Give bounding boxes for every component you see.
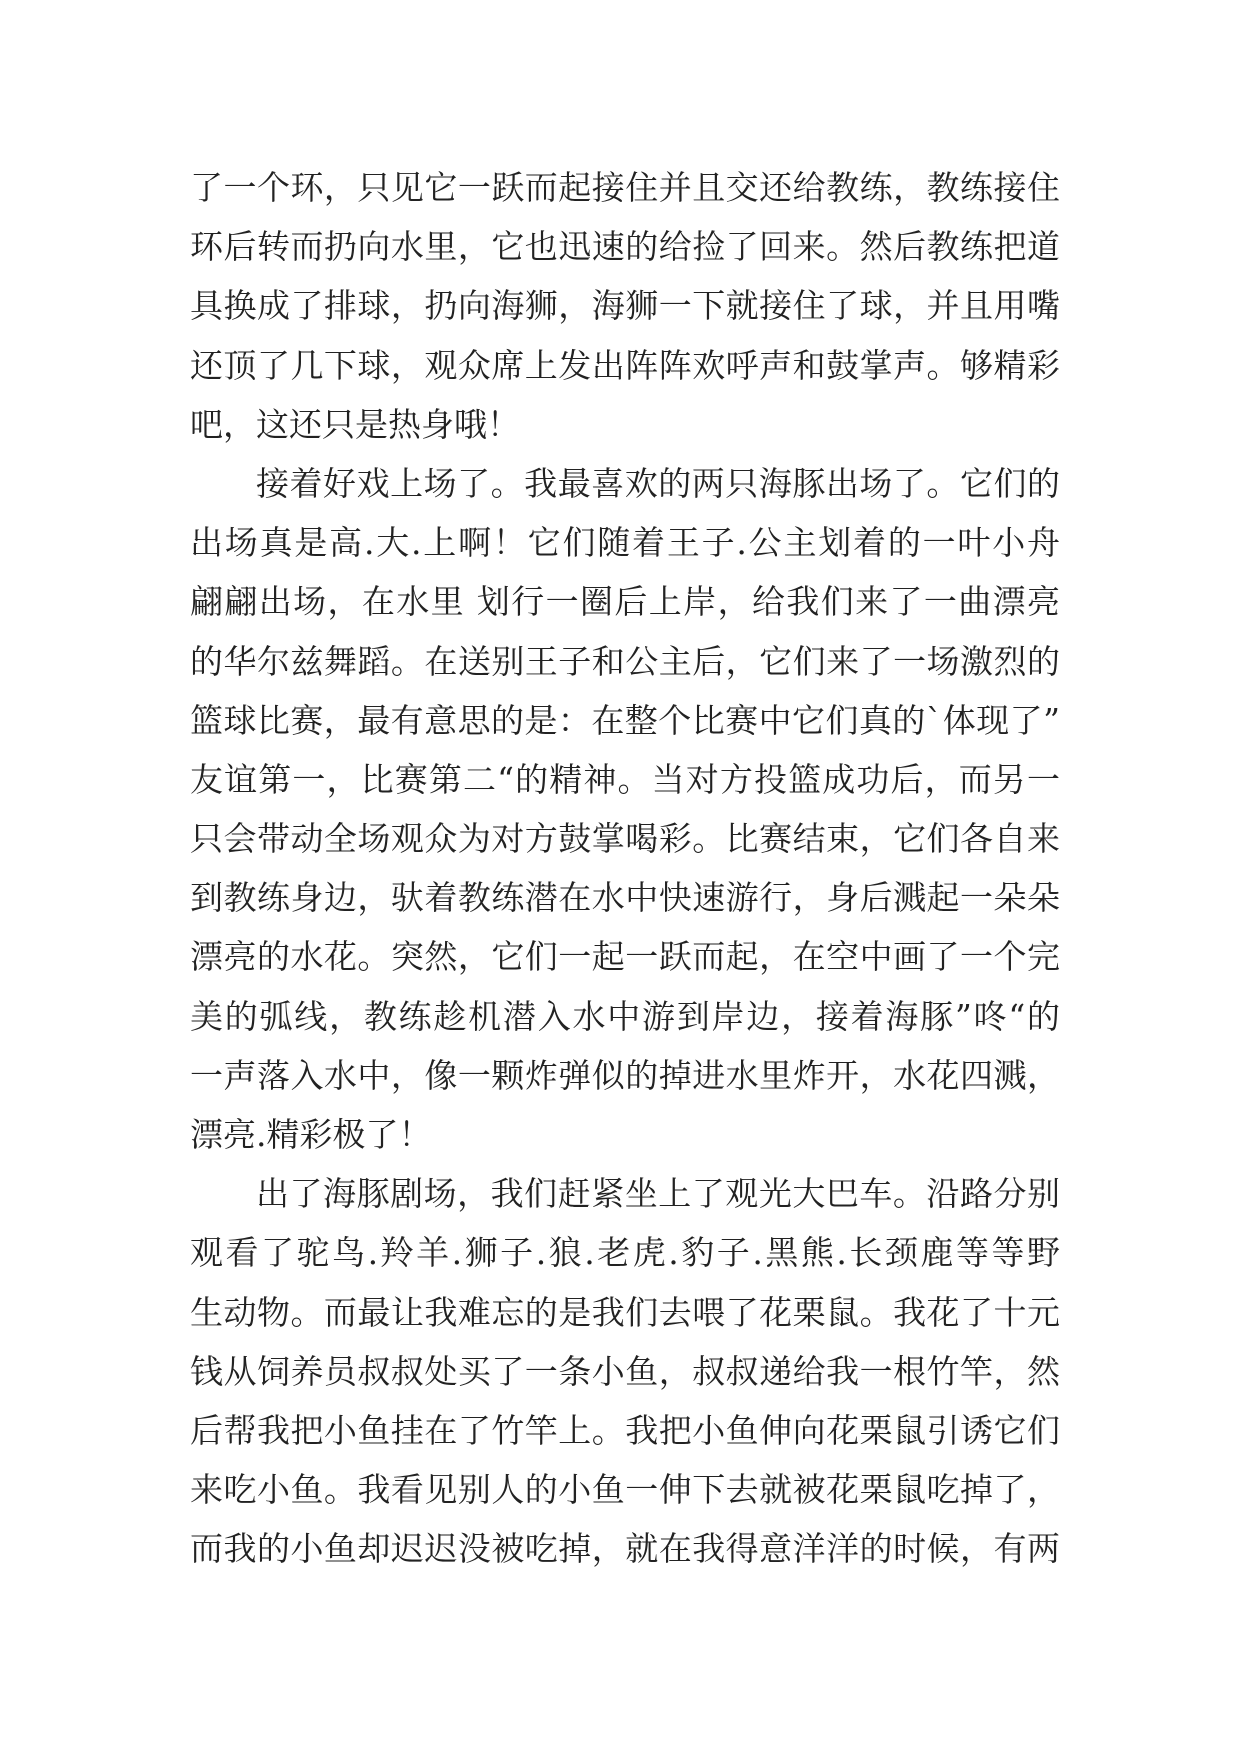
text-line: 了一个环，只见它一跃而起接住并且交还给教练，教练接住: [190, 168, 1060, 207]
text-line: 观看了驼鸟.羚羊.狮子.狼.老虎.豹子.黑熊.长颈鹿等等野: [190, 1233, 1060, 1273]
body-text: [190, 158, 1060, 1579]
text-line: 出场真是高.大.上啊！它们随着王子.公主划着的一叶小舟: [190, 523, 1060, 563]
text-line: 来吃小鱼。我看见别人的小鱼一伸下去就被花栗鼠吃掉了，: [190, 1470, 1060, 1510]
text-line: 而我的小鱼却迟迟没被吃掉，就在我得意洋洋的时候，有两: [190, 1529, 1060, 1569]
text-line: 到教练身边，驮着教练潜在水中快速游行，身后溅起一朵朵: [190, 878, 1060, 918]
paragraph-start-line: 出了海豚剧场，我们赶紧坐上了观光大巴车。沿路分别: [256, 1174, 1060, 1214]
text-line: 篮球比赛，最有意思的是：在整个比赛中它们真的`体现了”: [190, 700, 1060, 740]
text-line: 漂亮.精彩极了！: [190, 1115, 432, 1154]
text-line: 翩翩出场，在水里 划行一圈后上岸，给我们来了一曲漂亮: [190, 582, 1060, 622]
text-line: 的华尔兹舞蹈。在送别王子和公主后，它们来了一场激烈的: [190, 641, 1060, 681]
text-line: 具换成了排球，扔向海狮，海狮一下就接住了球，并且用嘴: [190, 286, 1060, 326]
paragraph-start-line: 接着好戏上场了。我最喜欢的两只海豚出场了。它们的: [256, 463, 1060, 503]
text-line: 还顶了几下球，观众席上发出阵阵欢呼声和鼓掌声。够精彩: [190, 345, 1060, 385]
text-line: 一声落入水中，像一颗炸弹似的掉进水里炸开，水花四溅，: [190, 1055, 1060, 1095]
text-line: 只会带动全场观众为对方鼓掌喝彩。比赛结束，它们各自来: [190, 819, 1060, 859]
text-line: 美的弧线，教练趁机潜入水中游到岸边，接着海豚”咚“的: [190, 996, 1060, 1036]
text-line: 漂亮的水花。突然，它们一起一跃而起，在空中画了一个完: [190, 937, 1060, 977]
text-line: 环后转而扔向水里，它也迅速的给捡了回来。然后教练把道: [190, 227, 1060, 267]
text-line: 后帮我把小鱼挂在了竹竿上。我把小鱼伸向花栗鼠引诱它们: [190, 1410, 1060, 1450]
text-line: 吧，这还只是热身哦！: [190, 404, 520, 444]
text-line: 钱从饲养员叔叔处买了一条小鱼，叔叔递给我一根竹竿，然: [190, 1351, 1060, 1391]
text-line: 友谊第一，比赛第二“的精神。当对方投篮成功后，而另一: [190, 759, 1060, 799]
text-line: 生动物。而最让我难忘的是我们去喂了花栗鼠。我花了十元: [190, 1292, 1060, 1332]
